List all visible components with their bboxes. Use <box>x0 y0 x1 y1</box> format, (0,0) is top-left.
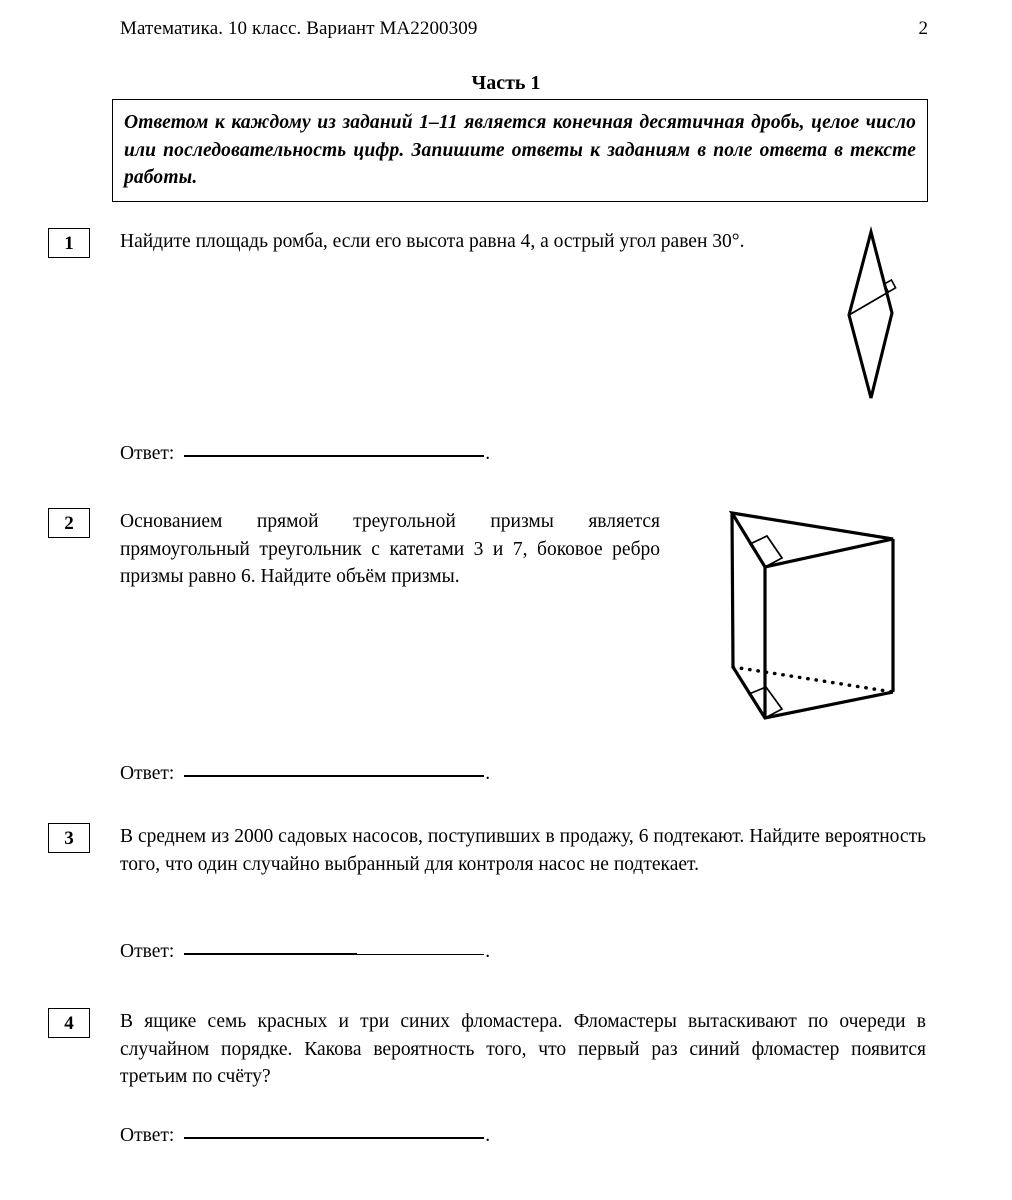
task-text: Основанием прямой треугольной призмы является прямоугольный треугольник с катетами 3 и 7, боковое ребро призмы равно 6. Найдите объём призмы. <box>120 511 660 588</box>
task-number-box: 1 <box>48 228 90 258</box>
task-text: В среднем из 2000 садовых насосов, поступивших в продажу, 6 подтекают. Найдите вероятность того, что один случайно выбранный для контроля насос не подтекает. <box>120 826 926 875</box>
task-number-box: 3 <box>48 823 90 853</box>
task-text: В ящике семь красных и три синих фломастера. Фломастеры вытаскивают по очереди в случайном порядке. Какова вероятность того, что первый раз синий фломастер появится третьим по счёту? <box>120 1011 926 1088</box>
answer-row-1 <box>120 443 490 465</box>
answer-row-3 <box>120 941 490 963</box>
task-number-box: 4 <box>48 1008 90 1038</box>
answer-period: . <box>485 1125 491 1146</box>
page-number: 2 <box>918 18 928 39</box>
task-text: Найдите площадь ромба, если его высота равна 4, а острый угол равен 30°. <box>120 231 745 252</box>
answer-label: Ответ: <box>120 1125 175 1146</box>
answer-blank[interactable] <box>184 775 484 777</box>
document-title: Математика. 10 класс. Вариант МА2200309 <box>120 18 478 39</box>
answer-blank[interactable] <box>184 1137 484 1139</box>
instruction-box <box>112 99 928 202</box>
answer-period: . <box>485 941 491 962</box>
answer-period: . <box>485 443 491 464</box>
answer-row-2 <box>120 763 490 785</box>
part-title: Часть 1 <box>471 72 541 94</box>
answer-period: . <box>485 763 491 784</box>
task-number-box: 2 <box>48 508 90 538</box>
answer-label: Ответ: <box>120 763 175 784</box>
page-header <box>120 18 928 41</box>
answer-label: Ответ: <box>120 941 175 962</box>
rhombus-figure <box>838 224 908 406</box>
instruction-text: Ответом к каждому из заданий 1–11 является конечная десятичная дробь, целое число или последовательность цифр. Запишите ответы к заданиям в поле ответа в тексте работы. <box>124 112 916 189</box>
answer-blank[interactable] <box>184 455 484 457</box>
answer-row-4 <box>120 1125 490 1147</box>
answer-label: Ответ: <box>120 443 175 464</box>
triangular-prism-figure <box>720 500 910 730</box>
